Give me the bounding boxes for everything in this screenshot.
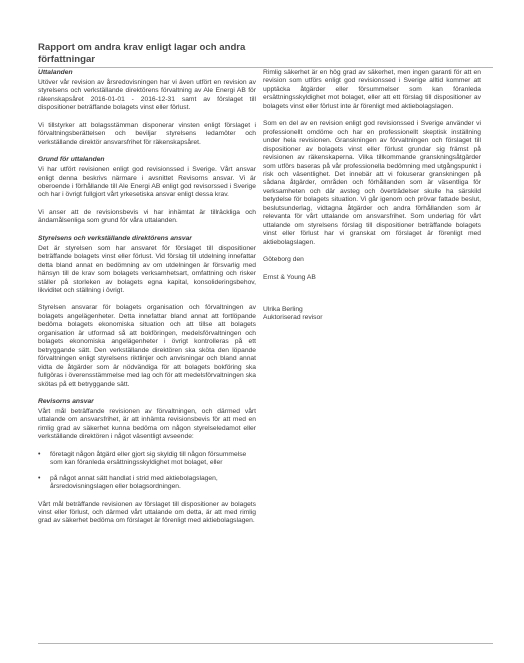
paragraph: Vi har utfört revisionen enligt god revisionssed i Sverige. Vårt ansvar enligt denna beskrivs närmare i avsnittet Revisorns ansvar. Vi är oberoende i förhållande till Ale Energi AB enligt god revisorssed i Sverige och har i övrigt fullgjort vårt yrkesetiska ansvar enligt dessa krav.	[38, 166, 256, 199]
heading-grund-for-uttalanden: Grund för uttalanden	[38, 156, 105, 164]
heading-revisorns-ansvar: Revisorns ansvar	[38, 398, 94, 405]
bullet-list	[38, 451, 256, 492]
paragraph: Vårt mål beträffande revisionen av förslaget till dispositioner av bolagets vinst eller förlust, och därmed vårt uttalande om detta, är att med rimlig grad av säkerhet bedöma om förslaget är förenligt med aktiebolagslagen.	[38, 500, 256, 525]
signer-name: Ulrika Berling	[263, 305, 303, 313]
document-title-line-2: författningar	[38, 53, 96, 65]
paragraph: Vårt mål beträffande revisionen av förvaltningen, och därmed vårt uttalande om ansvarsfrihet, är att inhämta revisionsbevis för att med en rimlig grad av säkerhet kunna bedöma om någon styrelseledamot eller verkställande direktören i något väsentligt avseende:	[38, 407, 256, 441]
document-title	[38, 42, 288, 65]
paragraph: Utöver vår revision av årsredovisningen har vi även utfört en revision av styrelsens och verkställande direktörens förvaltning av Ale Energi AB för räkenskapsåret 2016-01-01 - 2016-12-31 samt av förslaget till dispositioner beträffande bolagets vinst eller förlust.	[38, 78, 256, 112]
bottom-divider	[38, 643, 493, 644]
list-item: • företagit någon åtgärd eller gjort sig skyldig till någon försummelse som kan föranleda ersättningsskyldighet mot bolaget, eller	[38, 451, 256, 468]
signature-block	[263, 306, 481, 323]
audit-firm: Ernst & Young AB	[263, 273, 316, 281]
paragraph: Rimlig säkerhet är en hög grad av säkerhet, men ingen garanti för att en revision som utförs enligt god revisionssed i Sverige alltid kommer att upptäcka åtgärder eller försummelser som kan föranleda ersättningsskyldighet mot bolaget, eller att ett förslag till dispositioner av bolagets vinst eller förlust inte är förenligt med aktiebolagslagen.	[263, 69, 481, 110]
paragraph: Det är styrelsen som har ansvaret för förslaget till dispositioner beträffande bolagets vinst eller förlust. Vid förslag till utdelning innefattar detta bland annat en bedömning av om utdelningen är försvarlig med hänsyn till de krav som bolagets verksamhetsart, omfattning och risker ställer på storleken av bolagets egna kapital, konsolideringsbehov, likviditet och ställning i övrigt.	[38, 244, 256, 295]
right-column	[263, 69, 481, 323]
left-column	[38, 69, 256, 535]
paragraph: Som en del av en revision enligt god revisionssed i Sverige använder vi professionellt omdöme och har en professionellt skeptisk inställning under hela revisionen. Granskningen av förvaltningen och förslaget till dispositioner av bolagets vinst eller förlust grundar sig främst på revisionen av räkenskaperna. Vilka tillkommande granskningsåtgärder som utförs baseras på vår professionella bedömning med utgångspunkt i risk och väsentlighet. Det innebär att vi fokuserar granskningen på sådana åtgärder, områden och förhållanden som är väsentliga för verksamheten och där avsteg och överträdelser skulle ha särskild betydelse för bolagets situation. Vi går igenom och prövar fattade beslut, beslutsunderlag, vidtagna åtgärder och andra förhållanden som är relevanta för vårt uttalande om ansvarsfrihet. Som underlag för vårt uttalande om styrelsens förslag till dispositioner beträffande bolagets vinst eller förlust har vi granskat om förslaget är förenligt med aktiebolagslagen.	[263, 120, 481, 246]
paragraph: Vi anser att de revisionsbevis vi har inhämtat är tillräckliga och ändamålsenliga som grund för våra uttalanden.	[38, 208, 256, 225]
paragraph: Vi tillstyrker att bolagsstämman disponerar vinsten enligt förslaget i förvaltningsberättelsen och beviljar styrelsens ledamöter och verkställande direktör ansvarsfrihet för räkenskapsåret.	[38, 121, 256, 146]
place-date: Göteborg den	[263, 256, 304, 264]
heading-uttalanden: Uttalanden	[38, 69, 73, 76]
signer-title: Auktoriserad revisor	[263, 314, 323, 322]
document-title-line-1: Rapport om andra krav enligt lagar och andra	[38, 42, 246, 53]
heading-styrelsens-ansvar: Styrelsens och verkställande direktörens ansvar	[38, 234, 192, 242]
top-divider	[38, 67, 493, 68]
list-item: • på något annat sätt handlat i strid med aktiebolagslagen, årsredovisningslagen eller bolagsordningen.	[38, 475, 256, 492]
paragraph: Styrelsen ansvarar för bolagets organisation och förvaltningen av bolagets angelägenheter. Detta innefattar bland annat att fortlöpande bedöma bolagets ekonomiska situation och att tillse att bolagets organisation är utformad så att bokföringen, medelsförvaltningen och bolagets ekonomiska angelägenheter i övrigt kontrolleras på ett betryggande sätt. Den verkställande direktören ska sköta den löpande förvaltningen enligt styrelsens riktlinjer och anvisningar och bland annat vidta de åtgärder som är nödvändiga för att bolagets bokföring ska fullgöras i överensstämmelse med lag och för att medelsförvaltningen ska skötas på ett betryggande sätt.	[38, 304, 256, 388]
